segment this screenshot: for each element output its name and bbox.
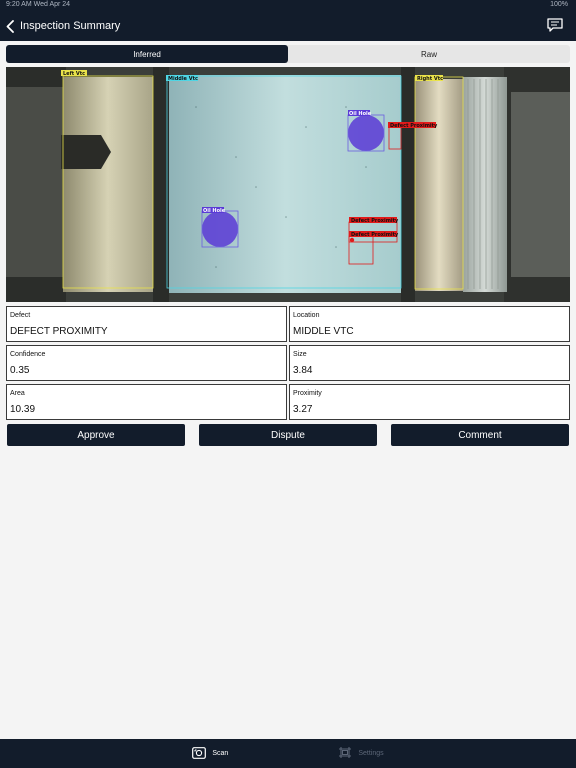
defect-label-1: Defect Proximity: [390, 123, 438, 129]
middle-vtc-label: Middle Vtc: [168, 76, 198, 82]
oil-hole-lower-label: Oil Hole: [203, 208, 226, 214]
inspection-image[interactable]: [6, 67, 570, 302]
left-vtc-segment: [63, 77, 153, 292]
scan-icon: [192, 747, 206, 761]
comments-button[interactable]: [546, 17, 564, 33]
proximity-cell: [289, 384, 570, 420]
oil-hole-lower: [202, 211, 238, 247]
approve-button[interactable]: Approve: [7, 424, 185, 446]
navigation-bar: [0, 10, 576, 41]
location-cell: [289, 306, 570, 342]
settings-icon: [338, 746, 352, 761]
segment-raw[interactable]: Raw: [420, 49, 437, 59]
area-cell: [6, 384, 287, 420]
oil-hole-upper: [348, 115, 384, 151]
proximity-value: 3.27: [293, 404, 313, 415]
tab-bar: [0, 739, 576, 768]
right-vtc-segment: [415, 79, 463, 291]
confidence-value: 0.35: [10, 365, 30, 376]
battery-level: 100%: [550, 1, 568, 8]
right-vtc-label: Right Vtc: [417, 76, 444, 82]
confidence-label: Confidence: [10, 351, 46, 358]
comment-button[interactable]: Comment: [391, 424, 569, 446]
segment-inferred[interactable]: Inferred: [6, 45, 288, 63]
chevron-left-icon: [6, 20, 14, 33]
tab-scan-label: Scan: [212, 750, 229, 757]
left-vtc-label: Left Vtc: [63, 71, 86, 77]
location-value: MIDDLE VTC: [293, 326, 354, 337]
location-label: Location: [293, 312, 320, 319]
oil-hole-upper-label: Oil Hole: [349, 111, 372, 117]
right-groove: [401, 67, 415, 302]
tab-settings-label: Settings: [358, 750, 384, 757]
area-label: Area: [10, 390, 25, 397]
tab-scan[interactable]: [192, 747, 228, 761]
defect-label-2: Defect Proximity: [351, 218, 399, 224]
status-bar: [0, 0, 576, 10]
middle-vtc-segment: [169, 75, 401, 293]
action-buttons: [7, 424, 569, 446]
defect-details: [6, 306, 570, 420]
size-cell: [289, 345, 570, 381]
confidence-cell: [6, 345, 287, 381]
tab-settings[interactable]: [338, 746, 383, 761]
left-notch: [61, 135, 111, 169]
defect-value: DEFECT PROXIMITY: [10, 326, 108, 337]
dispute-button[interactable]: Dispute: [199, 424, 377, 446]
right-housing-face: [511, 92, 570, 277]
area-value: 10.39: [10, 404, 36, 415]
left-housing-face: [6, 87, 66, 277]
defect-label: Defect: [10, 312, 31, 319]
defect-marker-3: [350, 238, 354, 242]
page-title: Inspection Summary: [20, 20, 121, 32]
size-label: Size: [293, 351, 307, 358]
defect-cell: [6, 306, 287, 342]
status-time: 9:20 AM Wed Apr 24: [6, 1, 71, 8]
back-button[interactable]: [6, 16, 120, 36]
view-mode-segmented-control: [6, 45, 570, 63]
size-value: 3.84: [293, 365, 313, 376]
ridged-collar: [463, 77, 507, 292]
message-icon: [546, 20, 564, 37]
defect-label-3: Defect Proximity: [351, 232, 399, 238]
proximity-label: Proximity: [293, 390, 322, 397]
